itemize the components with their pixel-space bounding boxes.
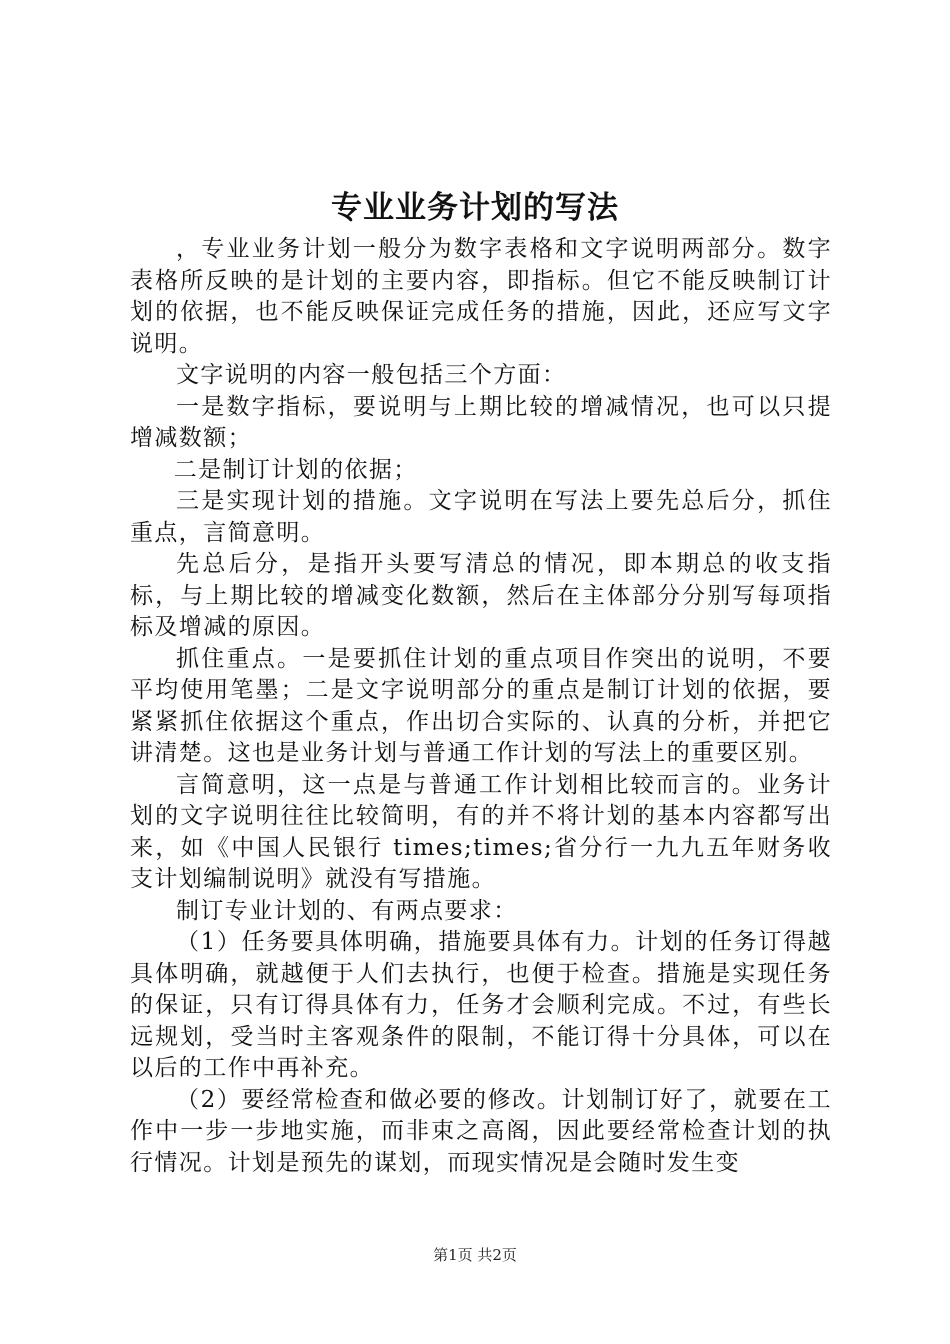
paragraph-10: （1）任务要具体明确，措施要具体有力。计划的任务订得越具体明确，就越便于人们去执行，也便于检查。措施是实现任务的保证，只有订得具体有力，任务才会顺利完成。不过，有些长远规划，受当时主客观条件的限制，不能订得十分具体，可以在以后的工作中再补充。 — [130, 929, 832, 1081]
paragraph-1: ，专业业务计划一般分为数字表格和文字说明两部分。数字表格所反映的是计划的主要内容，即指标。但它不能反映制订计划的依据，也不能反映保证完成任务的措施，因此，还应写文字说明。 — [130, 236, 832, 357]
paragraph-8: 言简意明，这一点是与普通工作计划相比较而言的。业务计划的文字说明往往比较简明，有的并不将计划的基本内容都写出来，如《中国人民银行 times;times;省分行一九九五年财务收支计划编制说明》就没有写措施。 — [130, 771, 832, 892]
page-footer: 第1页 共2页 — [433, 1246, 517, 1264]
paragraph-2: 文字说明的内容一般包括三个方面： — [176, 362, 567, 388]
paragraph-7: 抓住重点。一是要抓住计划的重点项目作突出的说明，不要平均使用笔墨；二是文字说明部分的重点是制订计划的依据，要紧紧抓住依据这个重点，作出切合实际的、认真的分析，并把它讲清楚。这也是业务计划与普通工作计划的写法上的重要区别。 — [130, 645, 832, 766]
paragraph-4: 二是制订计划的依据； — [173, 456, 418, 483]
paragraph-5: 三是实现计划的措施。文字说明在写法上要先总后分，抓住重点，言简意明。 — [130, 488, 832, 546]
document-title: 专业业务计划的写法 — [331, 190, 619, 226]
paragraph-6: 先总后分，是指开头要写清总的情况，即本期总的收支指标，与上期比较的增减变化数额，然后在主体部分分别写每项指标及增减的原因。 — [130, 551, 832, 640]
paragraph-11: （2）要经常检查和做必要的修改。计划制订好了，就要在工作中一步一步地实施，而非束之高阁，因此要经常检查计划的执行情况。计划是预先的谋划，而现实情况是会随时发生变 — [130, 1086, 832, 1176]
paragraph-3: 一是数字指标，要说明与上期比较的增减情况，也可以只提增减数额； — [130, 393, 832, 451]
paragraph-9: 制订专业计划的、有两点要求： — [176, 897, 518, 924]
document-body — [130, 234, 832, 1179]
